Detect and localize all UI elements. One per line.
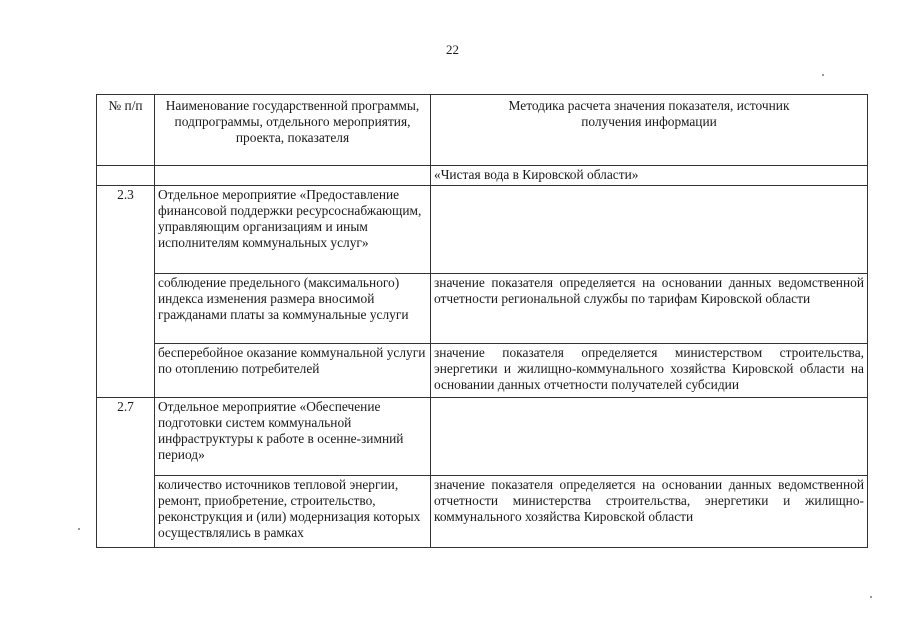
header-name: Наименование государственной программы, подпрограммы, отдельного мероприятия, проекта, показателя	[155, 95, 431, 166]
subprogram-title: «Чистая вода в Кировской области»	[431, 166, 868, 186]
header-number: № п/п	[97, 95, 155, 166]
row-method	[431, 186, 868, 274]
page-number: 22	[446, 42, 459, 57]
table-row	[97, 344, 868, 398]
row-method: значение показателя определяется на основании данных ведомственной отчетности региональной службы по тарифам Кировской области	[431, 274, 868, 344]
indicator-methodology-table	[96, 94, 868, 548]
table-row	[97, 186, 868, 274]
header-method: Методика расчета значения показателя, источник получения информации	[431, 95, 868, 166]
row-name: количество источников тепловой энергии, ремонт, приобретение, строительство, реконструкция и (или) модернизация которых осуществлялись в рамках	[155, 476, 431, 548]
row-name: Отдельное мероприятие «Предоставление финансовой поддержки ресурсоснабжающим, управляющим организациям и иным исполнителям коммунальных услуг»	[155, 186, 431, 274]
scan-speck	[78, 528, 80, 530]
row-name: бесперебойное оказание коммунальной услуги по отоплению потребителей	[155, 344, 431, 398]
row-number: 2.7	[97, 398, 155, 548]
row-method	[431, 398, 868, 476]
table-row	[97, 476, 868, 548]
table-row	[97, 398, 868, 476]
row-name: Отдельное мероприятие «Обеспечение подготовки систем коммунальной инфраструктуры к работе в осенне-зимний период»	[155, 398, 431, 476]
row-name: соблюдение предельного (максимального) индекса изменения размера вносимой гражданами платы за коммунальные услуги	[155, 274, 431, 344]
table-subheader-row	[97, 166, 868, 186]
scan-speck	[822, 74, 824, 76]
scan-speck	[870, 596, 872, 598]
row-number: 2.3	[97, 186, 155, 398]
table-header-row	[97, 95, 868, 166]
row-method: значение показателя определяется министерством строительства, энергетики и жилищно-коммунального хозяйства Кировской области на основании данных отчетности получателей субсидии	[431, 344, 868, 398]
row-method: значение показателя определяется на основании данных ведомственной отчетности министерства строительства, энергетики и жилищно-коммунального хозяйства Кировской области	[431, 476, 868, 548]
table-row	[97, 274, 868, 344]
